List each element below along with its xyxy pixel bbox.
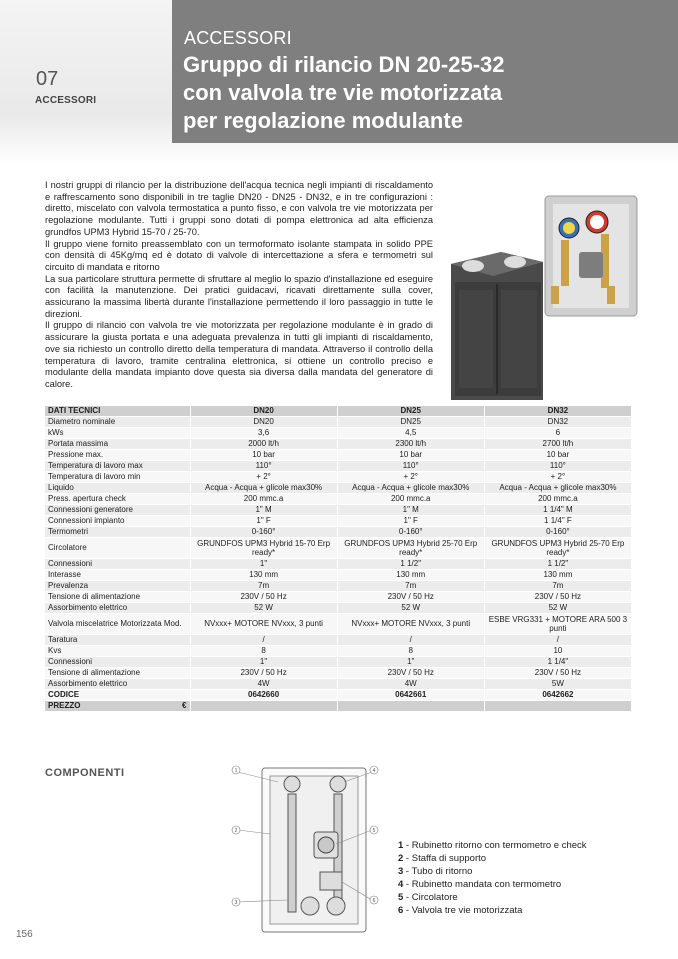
table-row-label: Temperatura di lavoro min: [45, 472, 190, 483]
table-header-row: [45, 406, 631, 417]
table-cell: /: [337, 635, 484, 646]
price-cell: [484, 701, 631, 712]
table-cell: 1" F: [337, 516, 484, 527]
table-cell: 130 mm: [484, 570, 631, 581]
table-cell: 0642660: [190, 690, 337, 701]
table-cell: 2700 lt/h: [484, 439, 631, 450]
table-row: [45, 592, 631, 603]
table-cell: 1": [190, 657, 337, 668]
page-title: [183, 51, 663, 135]
price-label-text: PREZZO: [48, 701, 81, 710]
components-diagram: [226, 760, 386, 942]
table-cell: 110°: [337, 461, 484, 472]
table-cell: GRUNDFOS UPM3 Hybrid 25-70 Erp ready*: [337, 538, 484, 559]
table-row-label: Connessioni impianto: [45, 516, 190, 527]
table-row: [45, 439, 631, 450]
table-row-label: Interasse: [45, 570, 190, 581]
table-cell: 1": [337, 657, 484, 668]
list-item: 2 - Staffa di supporto: [398, 853, 487, 864]
intro-paragraph: I nostri gruppi di rilancio per la distribuzione dell'acqua tecnica negli impianti di riscaldamento e raffrescamento sono disponibili in tre taglie DN20 - DN25 - DN32, e in tre configurazioni : diretto, miscelato con valvola termostatica a punto fisso, e con valvola tre vie motorizzata per regolazione modulante. Tutti i gruppi sono dotati di pompa elettronica ad alta efficienza grundfos UPM3 Hybrid 15-70 / 25-70.: [45, 180, 433, 237]
table-header-cell: DN20: [190, 406, 337, 417]
components-title: COMPONENTI: [45, 767, 125, 779]
table-cell: 10 bar: [190, 450, 337, 461]
table-header-cell: DN25: [337, 406, 484, 417]
table-row-label: Temperatura di lavoro max: [45, 461, 190, 472]
table-cell: 52 W: [484, 603, 631, 614]
table-row: [45, 538, 631, 559]
table-row-label: Liquido: [45, 483, 190, 494]
table-row-label: Termometri: [45, 527, 190, 538]
table-cell: 230V / 50 Hz: [337, 668, 484, 679]
table-cell: 6: [484, 428, 631, 439]
table-cell: NVxxx+ MOTORE NVxxx, 3 punti: [337, 614, 484, 635]
table-cell: 10: [484, 646, 631, 657]
table-cell: 1 1/4" F: [484, 516, 631, 527]
table-row: [45, 494, 631, 505]
table-row: [45, 417, 631, 428]
table-cell: + 2°: [337, 472, 484, 483]
table-cell: 230V / 50 Hz: [190, 668, 337, 679]
table-cell: + 2°: [190, 472, 337, 483]
table-cell: 200 mmc.a: [337, 494, 484, 505]
table-cell: Acqua - Acqua + glicole max30%: [337, 483, 484, 494]
section-label: ACCESSORI: [35, 95, 97, 106]
table-cell: 130 mm: [337, 570, 484, 581]
intro-paragraph: La sua particolare struttura permette di sfruttare al meglio lo spazio d'installazione ed eseguire con facilità la manutenzione. Dei pratici guidacavi, ricavati direttamente sulla cover, assicurano la massima libertà durante l'installazione permettendo il loro passaggio in tutte le direzioni.: [45, 273, 433, 319]
table-row-label: Connessioni: [45, 657, 190, 668]
table-cell: 230V / 50 Hz: [337, 592, 484, 603]
table-row-label: Portata massima: [45, 439, 190, 450]
table-row-label: Diametro nominale: [45, 417, 190, 428]
table-cell: 5W: [484, 679, 631, 690]
table-cell: 230V / 50 Hz: [484, 592, 631, 603]
table-cell: Acqua - Acqua + glicole max30%: [484, 483, 631, 494]
intro-paragraph: Il gruppo di rilancio con valvola tre vie motorizzata per regolazione modulante è in grado di assicurare la giusta portata e una adeguata prevalenza in tutti gli impianti di riscaldamento, ove sia richiesto un controllo diretto della temperatura di mandata. Attraverso il controllo della temperatura di lavoro, tramite centralina elettronica, si ottiene un controllo preciso e modulante della mandata impianto dove questa sia diversa dalla mandata del generatore di calore.: [45, 320, 433, 389]
table-row-label: Valvola miscelatrice Motorizzata Mod.: [45, 614, 190, 635]
table-cell: 4W: [190, 679, 337, 690]
title-line: Gruppo di rilancio DN 20-25-32: [183, 52, 505, 77]
table-cell: 0642662: [484, 690, 631, 701]
table-cell: ESBE VRG331 + MOTORE ARA 500 3 punti: [484, 614, 631, 635]
table-cell: 52 W: [337, 603, 484, 614]
table-cell: 1 1/4" M: [484, 505, 631, 516]
table-row-label: Assorbimento elettrico: [45, 603, 190, 614]
table-row-label: Taratura: [45, 635, 190, 646]
price-cell: [190, 701, 337, 712]
table-header-cell: DN32: [484, 406, 631, 417]
list-item: 5 - Circolatore: [398, 892, 458, 903]
table-row-price: [45, 701, 631, 712]
table-cell: 1 1/2": [337, 559, 484, 570]
table-row: [45, 657, 631, 668]
currency-symbol: €: [182, 701, 187, 710]
table-cell: DN25: [337, 417, 484, 428]
table-cell: 2300 lt/h: [337, 439, 484, 450]
callout-number: 1: [234, 768, 238, 774]
list-item: 4 - Rubinetto mandata con termometro: [398, 879, 562, 890]
table-row-label: Connessioni generatore: [45, 505, 190, 516]
table-row: [45, 679, 631, 690]
table-row-label: Connessioni: [45, 559, 190, 570]
table-row: [45, 690, 631, 701]
table-cell: 0-160°: [484, 527, 631, 538]
table-cell: 0-160°: [190, 527, 337, 538]
components-list: [398, 839, 587, 917]
table-cell: 10 bar: [484, 450, 631, 461]
table-row: [45, 428, 631, 439]
table-cell: 110°: [484, 461, 631, 472]
table-cell: 8: [337, 646, 484, 657]
table-row: [45, 614, 631, 635]
table-cell: 7m: [190, 581, 337, 592]
table-row: [45, 570, 631, 581]
table-row-label: Circolatore: [45, 538, 190, 559]
table-row: [45, 603, 631, 614]
table-cell: DN20: [190, 417, 337, 428]
title-line: per regolazione modulante: [183, 108, 463, 133]
technical-data-table: [45, 406, 631, 712]
table-cell: 1 1/2": [484, 559, 631, 570]
list-item: 6 - Valvola tre vie motorizzata: [398, 905, 523, 916]
table-row-label: Tensione di alimentazione: [45, 592, 190, 603]
page-number: 156: [16, 929, 33, 940]
title-line: con valvola tre vie motorizzata: [183, 80, 503, 105]
table-row: [45, 461, 631, 472]
table-cell: 1": [190, 559, 337, 570]
table-row: [45, 581, 631, 592]
table-row-label: Prevalenza: [45, 581, 190, 592]
table-cell: 0642661: [337, 690, 484, 701]
price-label: [45, 701, 190, 712]
table-cell: 2000 lt/h: [190, 439, 337, 450]
table-row-label: Press. apertura check: [45, 494, 190, 505]
callout-number: 4: [372, 768, 376, 774]
header-kicker: ACCESSORI: [184, 28, 292, 48]
table-cell: Acqua - Acqua + glicole max30%: [190, 483, 337, 494]
table-cell: 110°: [190, 461, 337, 472]
table-cell: NVxxx+ MOTORE NVxxx, 3 punti: [190, 614, 337, 635]
table-cell: 52 W: [190, 603, 337, 614]
price-cell: [337, 701, 484, 712]
table-header-cell: DATI TECNICI: [45, 406, 190, 417]
table-row: [45, 668, 631, 679]
table-row-label: Assorbimento elettrico: [45, 679, 190, 690]
table-cell: 4,5: [337, 428, 484, 439]
table-cell: /: [190, 635, 337, 646]
table-cell: 1" M: [190, 505, 337, 516]
table-cell: 3,6: [190, 428, 337, 439]
table-row-label: kWs: [45, 428, 190, 439]
table-cell: 1" F: [190, 516, 337, 527]
callout-number: 3: [234, 900, 238, 906]
table-cell: 1" M: [337, 505, 484, 516]
callout-number: 6: [372, 898, 376, 904]
table-row-label: Pressione max.: [45, 450, 190, 461]
table-cell: 10 bar: [337, 450, 484, 461]
table-cell: GRUNDFOS UPM3 Hybrid 15-70 Erp ready*: [190, 538, 337, 559]
table-row: [45, 483, 631, 494]
table-cell: 4W: [337, 679, 484, 690]
table-cell: 7m: [484, 581, 631, 592]
table-cell: 1 1/4": [484, 657, 631, 668]
table-cell: 0-160°: [337, 527, 484, 538]
table-cell: 130 mm: [190, 570, 337, 581]
callout-number: 2: [234, 828, 238, 834]
table-cell: 200 mmc.a: [190, 494, 337, 505]
table-row: [45, 527, 631, 538]
table-cell: /: [484, 635, 631, 646]
table-cell: GRUNDFOS UPM3 Hybrid 25-70 Erp ready*: [484, 538, 631, 559]
table-row-label: Kvs: [45, 646, 190, 657]
table-row: [45, 559, 631, 570]
table-cell: 8: [190, 646, 337, 657]
table-cell: + 2°: [484, 472, 631, 483]
table-cell: 230V / 50 Hz: [484, 668, 631, 679]
table-row: [45, 516, 631, 527]
section-number: 07: [36, 68, 59, 90]
table-cell: 230V / 50 Hz: [190, 592, 337, 603]
list-item: 1 - Rubinetto ritorno con termometro e check: [398, 840, 587, 851]
table-row: [45, 505, 631, 516]
table-row: [45, 450, 631, 461]
table-body: [45, 417, 631, 712]
table-cell: 7m: [337, 581, 484, 592]
table-row: [45, 635, 631, 646]
table-row-label: Tensione di alimentazione: [45, 668, 190, 679]
table-cell: 200 mmc.a: [484, 494, 631, 505]
intro-paragraph: Il gruppo viene fornito preassemblato con un termoformato isolante stampata in solido PPE con densità di 45Kg/mq ed è dotato di valvole di intercettazione a sfera e termometri sul circuito di mandata e ritorno: [45, 238, 433, 272]
table-row-label: CODICE: [45, 690, 190, 701]
list-item: 3 - Tubo di ritorno: [398, 866, 473, 877]
table-row: [45, 646, 631, 657]
table-cell: DN32: [484, 417, 631, 428]
table-row: [45, 472, 631, 483]
callout-number: 5: [372, 828, 376, 834]
product-image: [447, 186, 643, 408]
intro-text: [45, 180, 433, 391]
